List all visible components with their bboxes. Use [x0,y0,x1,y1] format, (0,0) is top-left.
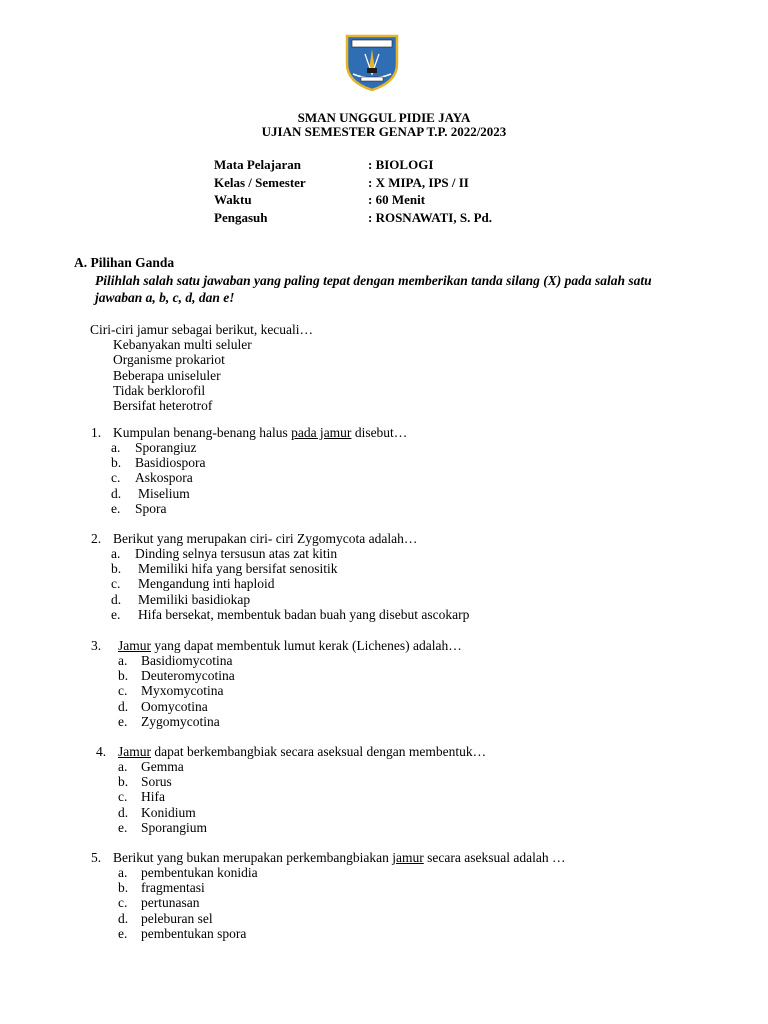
option-text: Mengandung inti haploid [138,576,275,592]
option-text: Tidak berklorofil [113,382,206,398]
option-letter: c. [118,683,128,699]
option-letter: d. [118,910,129,926]
question-number: 1. [91,425,102,440]
option-d [111,592,469,607]
info-value: : 60 Menit [368,192,426,207]
option-text: Miselium [138,485,190,501]
question-number: 2. [91,531,102,546]
option-text: Deuteromycotina [141,668,235,684]
option-text: Memiliki hifa yang bersifat senositik [138,561,338,577]
question-text-post: yang dapat membentuk lumut kerak (Lichenes) adalah… [151,638,462,653]
option-text: Kebanyakan multi seluler [113,337,252,352]
question-number: 3. [91,638,102,653]
option-text: pertunasan [141,895,200,911]
question-5 [91,850,565,941]
option-b [118,880,565,895]
option-a [118,653,462,668]
info-label: Waktu [214,192,252,207]
option-letter: d. [118,804,129,820]
question-text-pre: Kumpulan benang-benang halus [113,425,292,440]
option-letter: c. [111,576,121,592]
option-letter: e. [111,500,121,516]
option-e [111,501,407,516]
option-d [111,486,407,501]
question-text-post: secara aseksual adalah … [423,850,566,865]
option-text: Organisme prokariot [113,352,225,368]
option-letter: e. [118,925,128,941]
option-text: Zygomycotina [141,713,220,729]
option-letter: d. [118,698,129,714]
question-text-underlined: Jamur [118,638,151,653]
info-label: Kelas / Semester [214,174,306,190]
option-letter: b. [111,455,122,471]
question-4 [96,744,486,835]
option-a [111,546,469,561]
option-c [111,470,407,485]
question-2 [91,531,469,622]
option-letter: c. [111,470,121,486]
option-text: peleburan sel [141,910,213,926]
option-text: pembentukan spora [141,925,247,941]
option-text: Oomycotina [141,698,208,714]
option-letter: a. [118,865,128,880]
option-text: Hifa [141,789,165,805]
question-stem [91,425,407,440]
option-letter: d. [111,485,122,501]
option-d [118,805,486,820]
intro-options [113,337,252,413]
option-text: Basidiomycotina [141,653,233,668]
question-text-pre: Berikut yang bukan merupakan perkembangbiakan [113,850,393,865]
option-e [118,714,462,729]
question-text-underlined: pada jamur [291,425,352,440]
option-letter: b. [111,561,122,577]
question-text-pre: Berikut yang merupakan ciri- ciri Zygomycota adalah… [113,531,418,546]
question-number: 4. [96,744,107,759]
option-text: Sporangium [141,819,207,835]
option-text: pembentukan konidia [141,865,258,880]
option-e [118,820,486,835]
option-letter: b. [118,774,129,790]
option-text: Gemma [141,759,184,774]
option-letter: a. [118,653,128,668]
option-text: Spora [135,500,167,516]
option-text: Hifa bersekat, membentuk badan buah yang disebut ascokarp [138,606,470,622]
option-a [118,865,565,880]
option-d [118,699,462,714]
option-text: Konidium [141,804,196,820]
option-letter: a. [111,440,121,455]
option-letter: e. [111,606,121,622]
option-b [111,561,469,576]
option-text: Beberapa uniseluler [113,367,221,383]
option-letter: e. [118,819,128,835]
option-text: Bersifat heterotrof [113,398,213,414]
option-letter: a. [111,546,121,561]
question-stem [91,850,565,865]
exam-title: UJIAN SEMESTER GENAP T.P. 2022/2023 [261,124,507,139]
option-c [118,683,462,698]
option-c [118,895,565,910]
section-title: A. Pilihan Ganda [74,255,175,270]
option-text: Sporangiuz [135,440,197,455]
option-d [118,911,565,926]
option-b [111,455,407,470]
option-letter: b. [118,880,129,896]
option-c [111,576,469,591]
question-text-underlined: Jamur [118,744,151,759]
intro-question-text: Ciri-ciri jamur sebagai berikut, kecuali… [90,322,314,337]
option-letter: b. [118,668,129,684]
option-text: Dinding selnya tersusun atas zat kitin [135,546,338,561]
option-b [118,668,462,683]
option-text: Askospora [135,470,193,486]
info-label: Mata Pelajaran [214,157,302,172]
option-b [118,774,486,789]
info-value: : ROSNAWATI, S. Pd. [368,209,493,225]
info-value: : X MIPA, IPS / II [368,174,469,190]
option-letter: d. [111,591,122,607]
question-stem [96,744,486,759]
question-text-post: disebut… [351,425,408,440]
info-value: : BIOLOGI [368,157,434,172]
option-letter: a. [118,759,128,774]
question-3 [91,638,462,729]
school-name: SMAN UNGGUL PIDIE JAYA [297,110,471,125]
info-label: Pengasuh [214,209,268,225]
school-logo [341,30,403,92]
option-letter: c. [118,789,128,805]
option-letter: e. [118,713,128,729]
question-text-post: dapat berkembangbiak secara aseksual dengan membentuk… [151,744,487,759]
option-c [118,789,486,804]
question-stem [91,531,469,546]
option-text: fragmentasi [141,880,205,896]
question-text-underlined: jamur [392,850,424,865]
option-a [111,440,407,455]
option-text: Sorus [141,774,172,790]
option-text: Memiliki basidiokap [138,591,251,607]
question-stem [91,638,462,653]
question-number: 5. [91,850,102,865]
option-text: Myxomycotina [141,683,224,699]
option-letter: c. [118,895,128,911]
option-e [111,607,469,622]
option-text: Basidiospora [135,455,206,471]
section-instruction: Pilihlah salah satu jawaban yang paling tepat dengan memberikan tanda silang (X) pada salah satu jawaban a, b, c, d, dan e! [95,273,652,305]
question-1 [91,425,407,516]
option-e [118,926,565,941]
option-a [118,759,486,774]
